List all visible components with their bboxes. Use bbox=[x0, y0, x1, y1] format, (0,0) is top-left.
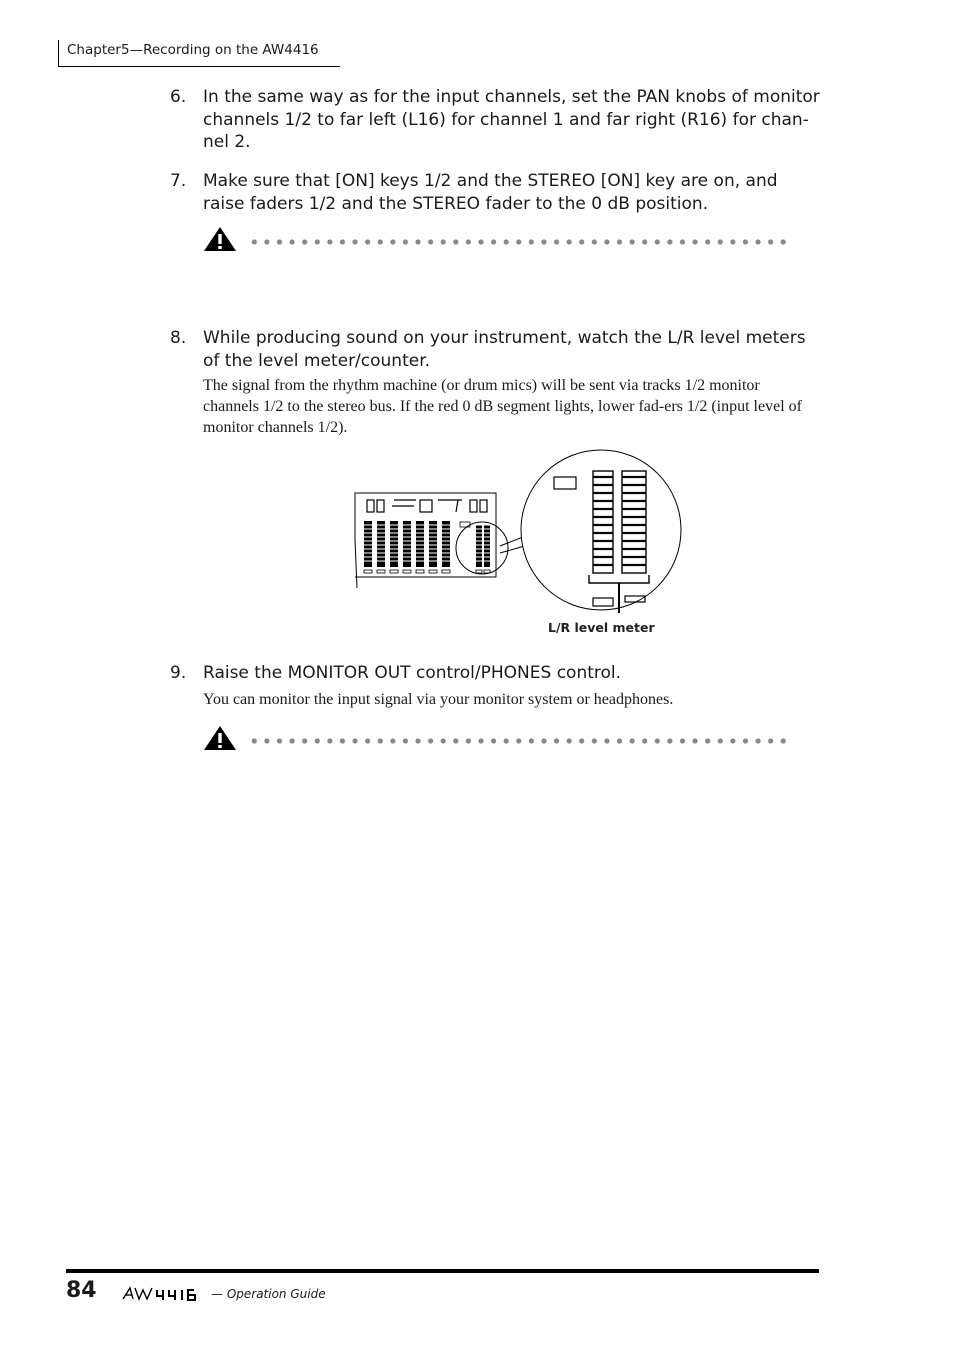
step-number: 7. bbox=[170, 171, 187, 191]
step-9-detail: You can monitor the input signal via your monitor system or headphones. bbox=[203, 691, 674, 708]
step-8-detail: The signal from the rhythm machine (or drum mics) will be sent via tracks 1/2 monitor channels 1/2 to the stereo bus. If the red 0 dB segment lights, lower fad-ers 1/2 (input level of monitor channels 1/2). bbox=[203, 377, 802, 436]
step-text: Raise the MONITOR OUT control/PHONES control. bbox=[203, 663, 622, 683]
step-number: 8. bbox=[170, 328, 187, 348]
level-meter-illustration bbox=[350, 445, 690, 645]
page-number: 84 bbox=[66, 1278, 97, 1303]
chapter-title: Chapter5—Recording on the AW4416 bbox=[67, 42, 319, 58]
product-logo bbox=[121, 1285, 209, 1307]
step-number: 6. bbox=[170, 87, 187, 107]
step-9 bbox=[170, 662, 820, 685]
caution-divider bbox=[203, 725, 793, 755]
step-text: Make sure that [ON] keys 1/2 and the STEREO [ON] key are on, and raise faders 1/2 and the STEREO fader to the 0 dB position. bbox=[203, 171, 778, 214]
warning-icon bbox=[203, 725, 237, 751]
step-number: 9. bbox=[170, 663, 187, 683]
figure-caption: L/R level meter bbox=[548, 620, 655, 635]
step-7 bbox=[170, 170, 820, 216]
step-text: While producing sound on your instrument, watch the L/R level meters of the level meter/counter. bbox=[203, 328, 806, 371]
step-text: In the same way as for the input channels, set the PAN knobs of monitor channels 1/2 to far left (L16) for channel 1 and far right (R16) for chan-nel 2. bbox=[203, 87, 820, 152]
warning-icon bbox=[203, 226, 237, 252]
dotted-rule bbox=[248, 239, 793, 245]
level-meter-figure bbox=[350, 445, 690, 645]
running-header bbox=[58, 40, 340, 67]
guide-title: — Operation Guide bbox=[211, 1287, 326, 1301]
caution-divider bbox=[203, 226, 793, 256]
step-8 bbox=[170, 327, 820, 373]
aw4416-logo bbox=[121, 1285, 209, 1303]
footer-rule bbox=[66, 1269, 819, 1273]
step-6 bbox=[170, 86, 820, 154]
dotted-rule bbox=[248, 738, 793, 744]
